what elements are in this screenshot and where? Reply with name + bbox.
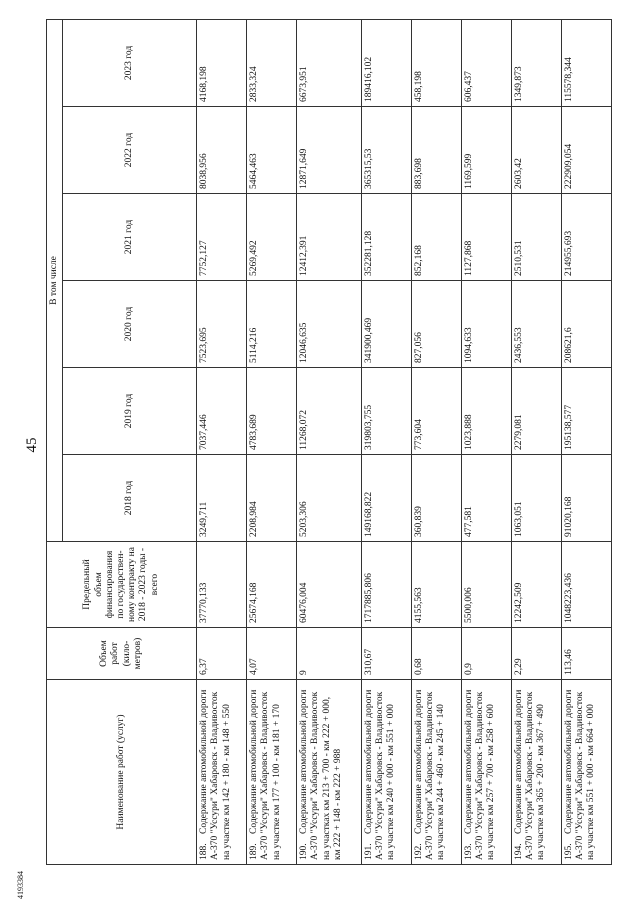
year-2019-cell: 2279,081 (511, 368, 561, 455)
year-2018-cell: 360,839 (411, 455, 461, 542)
header-name: Наименование работ (услуг) (47, 680, 197, 865)
year-2020-cell: 341900,469 (361, 281, 411, 368)
year-2019-cell: 11268,072 (297, 368, 362, 455)
volume-cell: 2,29 (511, 628, 561, 680)
year-2020-cell: 7523,695 (197, 281, 247, 368)
table-row (461, 19, 511, 864)
total-cell: 60476,004 (297, 542, 362, 628)
work-name-cell (511, 680, 561, 865)
year-2022-cell: 1169,599 (461, 107, 511, 194)
volume-cell: 9 (297, 628, 362, 680)
table-row (247, 19, 297, 864)
year-2020-cell: 12046,635 (297, 281, 362, 368)
work-name-cell (361, 680, 411, 865)
row-number: 191. (363, 843, 374, 860)
volume-cell: 0,68 (411, 628, 461, 680)
volume-cell: 113,46 (561, 628, 611, 680)
year-2019-cell: 7037,446 (197, 368, 247, 455)
year-2018-cell: 5203,306 (297, 455, 362, 542)
year-2023-cell: 115578,344 (561, 19, 611, 106)
work-name: Содержание автомобильной дороги А-370 "Уссури" Хабаровск - Владивосток на участке км 240 + 000 - км 551 + 000 (363, 689, 397, 860)
year-2023-cell: 1349,873 (511, 19, 561, 106)
work-name: Содержание автомобильной дороги А-370 "Уссури" Хабаровск - Владивосток на участке км 142 + 180 - км 148 + 550 (199, 689, 232, 860)
table-row (561, 19, 611, 864)
row-number: 192. (413, 843, 424, 860)
volume-cell: 310,67 (361, 628, 411, 680)
year-2019-cell: 319803,755 (361, 368, 411, 455)
year-2023-cell: 4168,198 (197, 19, 247, 106)
total-cell: 25674,168 (247, 542, 297, 628)
year-2022-cell: 8038,956 (197, 107, 247, 194)
year-2021-cell: 2510,531 (511, 194, 561, 281)
year-2021-cell: 214955,693 (561, 194, 611, 281)
work-name: Содержание автомобильной дороги А-370 "Уссури" Хабаровск - Владивосток на участке км 365 + 200 - км 367 + 490 (513, 689, 547, 860)
year-2021-cell: 1127,868 (461, 194, 511, 281)
header-year-2021: 2021 год (63, 194, 197, 281)
year-2018-cell: 477,581 (461, 455, 511, 542)
header-including: В том числе (47, 19, 63, 541)
row-number: 194. (513, 843, 524, 860)
year-2021-cell: 5269,492 (247, 194, 297, 281)
year-2019-cell: 4783,689 (247, 368, 297, 455)
year-2021-cell: 852,168 (411, 194, 461, 281)
year-2022-cell: 222909,054 (561, 107, 611, 194)
header-year-2019: 2019 год (63, 368, 197, 455)
year-2020-cell: 2436,553 (511, 281, 561, 368)
table-row (197, 19, 247, 864)
table-row (361, 19, 411, 864)
year-2019-cell: 1023,888 (461, 368, 511, 455)
header-volume: Объем работ (кило-метров) (47, 628, 197, 680)
work-name: Содержание автомобильной дороги А-370 "Уссури" Хабаровск - Владивосток на участке км 257 + 700 - км 258 + 600 (463, 689, 497, 860)
year-2019-cell: 195138,577 (561, 368, 611, 455)
year-2018-cell: 2208,984 (247, 455, 297, 542)
total-cell: 4155,563 (411, 542, 461, 628)
work-name-cell (461, 680, 511, 865)
year-2021-cell: 352281,128 (361, 194, 411, 281)
total-cell: 1048223,436 (561, 542, 611, 628)
year-2021-cell: 12412,391 (297, 194, 362, 281)
year-2018-cell: 91020,168 (561, 455, 611, 542)
year-2022-cell: 365315,53 (361, 107, 411, 194)
row-number: 190. (299, 843, 310, 860)
work-name-cell (297, 680, 362, 865)
row-number: 188. (199, 843, 210, 860)
work-name: Содержание автомобильной дороги А-370 "Уссури" Хабаровск - Владивосток на участке км 551 + 000 - км 664 + 000 (563, 689, 597, 860)
year-2023-cell: 458,198 (411, 19, 461, 106)
year-2020-cell: 827,056 (411, 281, 461, 368)
work-name-cell (411, 680, 461, 865)
year-2022-cell: 12871,649 (297, 107, 362, 194)
work-name: Содержание автомобильной дороги А-370 "Уссури" Хабаровск - Владивосток на участке км 244 + 460 - км 245 + 140 (413, 689, 447, 860)
year-2023-cell: 606,437 (461, 19, 511, 106)
table-row (511, 19, 561, 864)
work-name: Содержание автомобильной дороги А-370 "Уссури" Хабаровск - Владивосток на участке км 177 + 100 - км 181 + 170 (249, 689, 282, 860)
work-name-cell (247, 680, 297, 865)
document-code: 4193384 (16, 871, 25, 899)
year-2018-cell: 149168,822 (361, 455, 411, 542)
total-cell: 5500,006 (461, 542, 511, 628)
header-year-2018: 2018 год (63, 455, 197, 542)
total-cell: 12242,509 (511, 542, 561, 628)
funding-table (46, 19, 612, 865)
year-2021-cell: 7752,127 (197, 194, 247, 281)
table-row (411, 19, 461, 864)
header-year-2023: 2023 год (63, 19, 197, 106)
page-number: 45 (24, 437, 40, 453)
volume-cell: 0,9 (461, 628, 511, 680)
year-2023-cell: 189416,102 (361, 19, 411, 106)
row-number: 193. (463, 843, 474, 860)
year-2022-cell: 5464,463 (247, 107, 297, 194)
year-2020-cell: 5114,216 (247, 281, 297, 368)
header-year-2020: 2020 год (63, 281, 197, 368)
year-2023-cell: 6673,951 (297, 19, 362, 106)
total-cell: 1717885,806 (361, 542, 411, 628)
year-2020-cell: 208621,6 (561, 281, 611, 368)
year-2022-cell: 2603,42 (511, 107, 561, 194)
year-2020-cell: 1094,633 (461, 281, 511, 368)
year-2018-cell: 3249,711 (197, 455, 247, 542)
year-2022-cell: 883,698 (411, 107, 461, 194)
work-name-cell (197, 680, 247, 865)
work-name-cell (561, 680, 611, 865)
row-number: 189. (249, 843, 260, 860)
row-number: 195. (563, 843, 574, 860)
header-year-2022: 2022 год (63, 107, 197, 194)
volume-cell: 4,07 (247, 628, 297, 680)
total-cell: 37770,133 (197, 542, 247, 628)
table-row (297, 19, 362, 864)
year-2018-cell: 1063,051 (511, 455, 561, 542)
year-2019-cell: 773,604 (411, 368, 461, 455)
volume-cell: 6,37 (197, 628, 247, 680)
header-funding: Предельный объем финансирования по государствен-ному контракту на 2018 - 2023 годы - всего (47, 542, 197, 628)
year-2023-cell: 2833,324 (247, 19, 297, 106)
work-name: Содержание автомобильной дороги А-370 "Уссури" Хабаровск - Владивосток на участках км 213 + 700 - км 222 + 000, км 222 + 148 - км 222 + 988 (299, 689, 343, 860)
